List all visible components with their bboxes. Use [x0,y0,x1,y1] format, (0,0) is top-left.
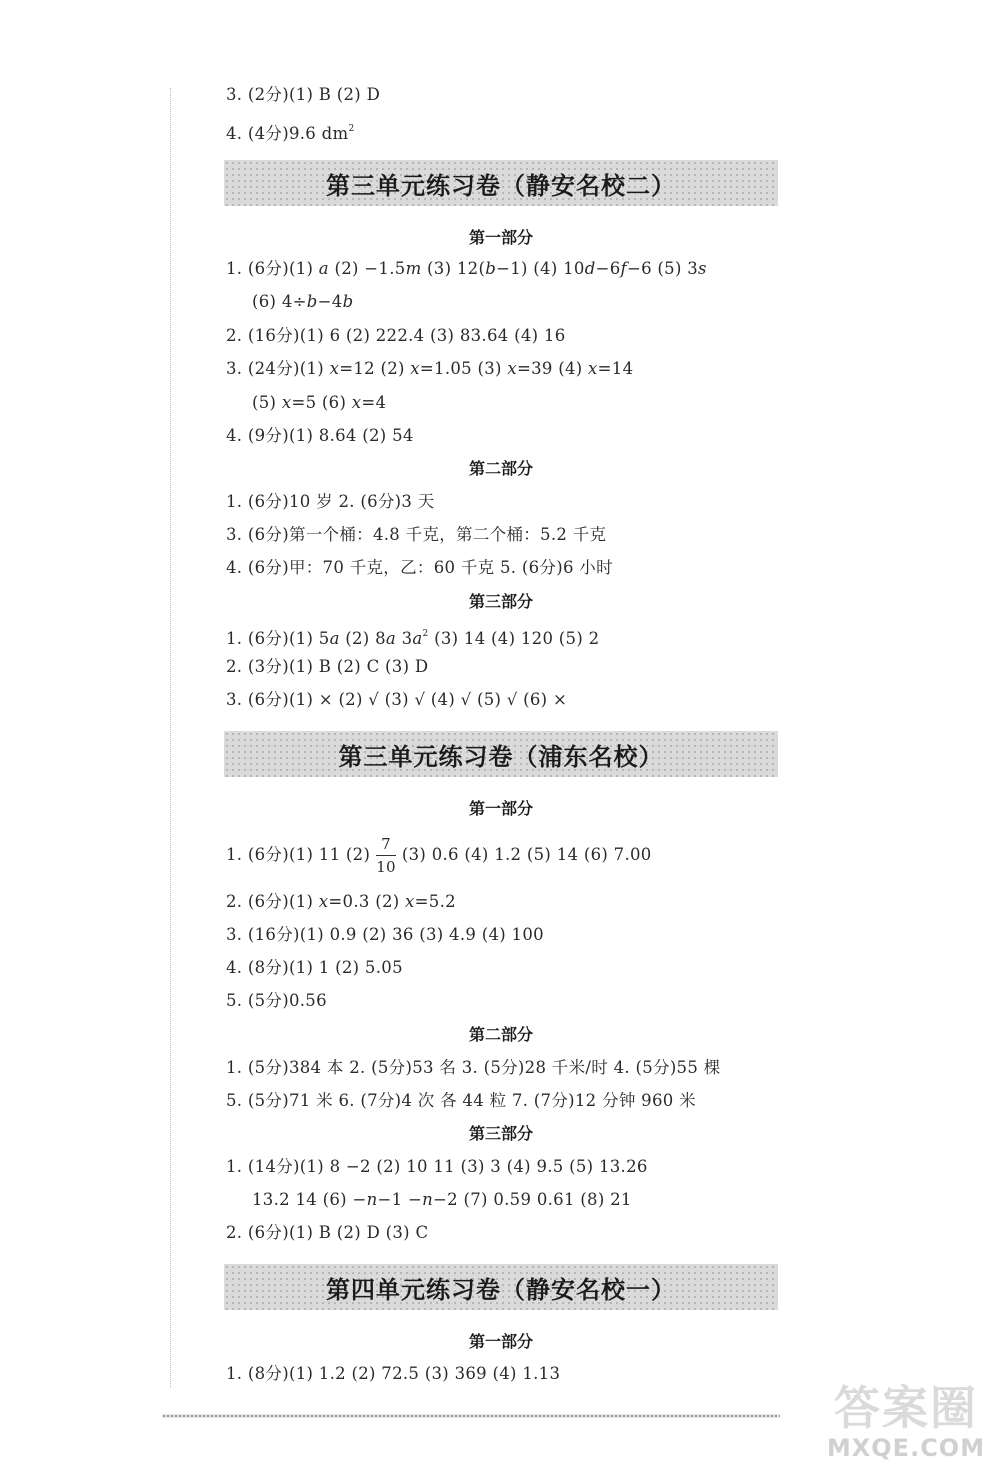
answer-line: 2. (6分)(1) B (2) D (3) C [226,1223,429,1242]
answer-line: 3. (16分)(1) 0.9 (2) 36 (3) 4.9 (4) 100 [226,925,544,944]
answer-line: 2. (3分)(1) B (2) C (3) D [226,657,429,676]
answer-line: 13.2 14 (6) −n−1 −n−2 (7) 0.59 0.61 (8) 21 [252,1190,632,1209]
footer-rule [162,1414,780,1418]
answer-line: 4. (6分)甲：70 千克，乙：60 千克 5. (6分)6 小时 [226,558,613,577]
watermark-url: MXQE.COM [826,1434,986,1462]
answer-line: 3. (24分)(1) x=12 (2) x=1.05 (3) x=39 (4) x=14 [226,359,634,378]
fraction: $\frac{7}{10}$ [376,835,396,876]
answer-line: 3. (6分)(1) × (2) √ (3) √ (4) √ (5) √ (6) × [226,690,568,709]
answer-line: 1. (6分)(1) 5a (2) 8a $3a^2$ (3) 14 (4) 120 (5) 2 [226,629,600,648]
answer-line: 4. (8分)(1) 1 (2) 5.05 [226,958,403,977]
answer-line: 1. (6分)(1) 11 (2) $\frac{7}{10}$ (3) 0.6 (4) 1.2 (5) 14 (6) 7.00 [226,835,652,876]
answer-line: (5) x=5 (6) x=4 [252,393,387,412]
section-title: 第三单元练习卷（静安名校二） [224,160,778,206]
answer-line: 1. (5分)384 本 2. (5分)53 名 3. (5分)28 千米/时 4. (5分)55 棵 [226,1058,721,1077]
answer-line: 2. (16分)(1) 6 (2) 222.4 (3) 83.64 (4) 16 [226,326,566,345]
answer-line: 3. (6分)第一个桶：4.8 千克，第二个桶：5.2 千克 [226,525,607,544]
answer-line: 5. (5分)0.56 [226,991,327,1010]
part-title: 第一部分 [468,228,533,247]
section-title: 第三单元练习卷（浦东名校） [224,731,778,777]
watermark-text: 答案圈 [834,1381,978,1435]
answer-line: 4. (9分)(1) 8.64 (2) 54 [226,426,414,445]
part-title: 第三部分 [468,592,533,611]
answer-line: 3. (2分)(1) B (2) D [226,85,381,104]
part-title: 第二部分 [468,1025,533,1044]
answer-line: 1. (8分)(1) 1.2 (2) 72.5 (3) 369 (4) 1.13 [226,1364,561,1383]
answer-line: 5. (5分)71 米 6. (7分)4 次 各 44 粒 7. (7分)12 分钟 960 米 [226,1091,696,1110]
part-title: 第三部分 [468,1124,533,1143]
answer-line: 1. (6分)10 岁 2. (6分)3 天 [226,492,435,511]
part-title: 第二部分 [468,459,533,478]
answer-line: (6) 4÷b−4b [252,292,354,311]
part-title: 第一部分 [468,1332,533,1351]
section-title: 第四单元练习卷（静安名校一） [224,1264,778,1310]
answer-line: 1. (14分)(1) 8 −2 (2) 10 11 (3) 3 (4) 9.5 (5) 13.26 [226,1157,648,1176]
margin-divider [170,88,171,1388]
answer-line: 2. (6分)(1) x=0.3 (2) x=5.2 [226,892,456,911]
answer-line: 1. (6分)(1) a (2) −1.5m (3) 12(b−1) (4) 10d−6f−6 (5) 3s [226,259,707,278]
answer-line: 4. (4分)9.6 $dm^2$ [226,124,355,143]
part-title: 第一部分 [468,799,533,818]
watermark-logo [818,1372,994,1468]
